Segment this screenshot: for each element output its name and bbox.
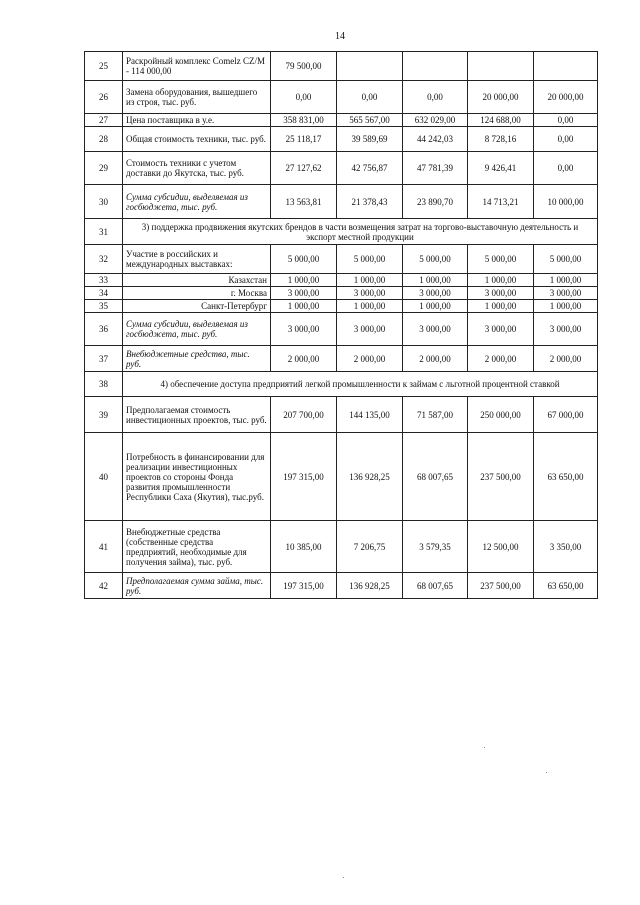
value-cell: 1 000,00 xyxy=(534,300,598,313)
value-cell: 71 587,00 xyxy=(403,397,468,433)
value-cell: 23 890,70 xyxy=(403,185,468,219)
row-label: Замена оборудования, вышедшего из строя, тыс. руб. xyxy=(123,81,271,114)
table-row xyxy=(85,287,598,300)
value-cell: 136 928,25 xyxy=(337,433,403,521)
table-row xyxy=(85,433,598,521)
value-cell: 5 000,00 xyxy=(468,245,534,274)
table-row xyxy=(85,152,598,185)
row-label: г. Москва xyxy=(123,287,271,300)
page-number: 14 xyxy=(335,31,345,42)
value-cell: 1 000,00 xyxy=(468,274,534,287)
value-cell: 3 579,35 xyxy=(403,521,468,573)
value-cell: 124 688,00 xyxy=(468,114,534,127)
value-cell: 3 000,00 xyxy=(403,313,468,346)
value-cell: 10 385,00 xyxy=(271,521,337,573)
value-cell: 68 007,65 xyxy=(403,433,468,521)
table-row xyxy=(85,313,598,346)
row-number: 31 xyxy=(85,219,123,245)
value-cell: 9 426,41 xyxy=(468,152,534,185)
row-label: Потребность в финансировании для реализации инвестиционных проектов со стороны Фонда развития промышленности Республики Саха (Якутия), тыс.руб. xyxy=(123,433,271,521)
table-row xyxy=(85,81,598,114)
value-cell: 68 007,65 xyxy=(403,573,468,599)
value-cell: 1 000,00 xyxy=(534,274,598,287)
row-label: Стоимость техники с учетом доставки до Якутска, тыс. руб. xyxy=(123,152,271,185)
value-cell: 20 000,00 xyxy=(534,81,598,114)
row-number: 28 xyxy=(85,127,123,152)
table-row xyxy=(85,346,598,372)
value-cell: 2 000,00 xyxy=(534,346,598,372)
value-cell: 3 000,00 xyxy=(403,287,468,300)
row-number: 42 xyxy=(85,573,123,599)
row-label: Санкт-Петербург xyxy=(123,300,271,313)
value-cell: 0,00 xyxy=(534,127,598,152)
scan-speck xyxy=(546,772,547,773)
value-cell: 250 000,00 xyxy=(468,397,534,433)
value-cell: 0,00 xyxy=(337,81,403,114)
value-cell: 25 118,17 xyxy=(271,127,337,152)
value-cell: 47 781,39 xyxy=(403,152,468,185)
row-number: 41 xyxy=(85,521,123,573)
value-cell: 14 713,21 xyxy=(468,185,534,219)
value-cell: 237 500,00 xyxy=(468,573,534,599)
row-label: Сумма субсидии, выделяемая из госбюджета, тыс. руб. xyxy=(123,185,271,219)
value-cell: 20 000,00 xyxy=(468,81,534,114)
value-cell: 7 206,75 xyxy=(337,521,403,573)
value-cell: 12 500,00 xyxy=(468,521,534,573)
row-label: Предполагаемая стоимость инвестиционных проектов, тыс. руб. xyxy=(123,397,271,433)
data-table xyxy=(84,51,598,599)
row-label: Внебюджетные средства, тыс. руб. xyxy=(123,346,271,372)
value-cell: 3 000,00 xyxy=(337,313,403,346)
row-label: Раскройный комплекс Comelz CZ/M - 114 000,00 xyxy=(123,52,271,81)
value-cell: 3 350,00 xyxy=(534,521,598,573)
row-number: 40 xyxy=(85,433,123,521)
value-cell: 8 728,16 xyxy=(468,127,534,152)
value-cell: 144 135,00 xyxy=(337,397,403,433)
value-cell xyxy=(337,52,403,81)
table-row xyxy=(85,52,598,81)
scan-speck xyxy=(484,747,485,748)
value-cell: 5 000,00 xyxy=(534,245,598,274)
row-label: Участие в российских и международных выставках: xyxy=(123,245,271,274)
value-cell: 1 000,00 xyxy=(271,274,337,287)
table-row xyxy=(85,300,598,313)
table-row xyxy=(85,185,598,219)
value-cell xyxy=(403,52,468,81)
row-number: 37 xyxy=(85,346,123,372)
section-heading: 4) обеспечение доступа предприятий легкой промышленности к займам с льготной процентной ставкой xyxy=(123,372,598,397)
table-row xyxy=(85,274,598,287)
value-cell xyxy=(534,52,598,81)
value-cell: 1 000,00 xyxy=(337,300,403,313)
value-cell: 5 000,00 xyxy=(403,245,468,274)
value-cell: 79 500,00 xyxy=(271,52,337,81)
value-cell: 13 563,81 xyxy=(271,185,337,219)
row-label: Предполагаемая сумма займа, тыс. руб. xyxy=(123,573,271,599)
value-cell: 565 567,00 xyxy=(337,114,403,127)
value-cell: 1 000,00 xyxy=(468,300,534,313)
value-cell: 2 000,00 xyxy=(468,346,534,372)
value-cell: 63 650,00 xyxy=(534,573,598,599)
value-cell: 358 831,00 xyxy=(271,114,337,127)
value-cell: 3 000,00 xyxy=(337,287,403,300)
row-number: 25 xyxy=(85,52,123,81)
section-row xyxy=(85,219,598,245)
table-row xyxy=(85,397,598,433)
value-cell: 3 000,00 xyxy=(534,313,598,346)
row-label: Сумма субсидии, выделяемая из госбюджета, тыс. руб. xyxy=(123,313,271,346)
section-row xyxy=(85,372,598,397)
value-cell: 21 378,43 xyxy=(337,185,403,219)
value-cell: 10 000,00 xyxy=(534,185,598,219)
row-label: Цена поставщика в у.е. xyxy=(123,114,271,127)
value-cell: 632 029,00 xyxy=(403,114,468,127)
row-number: 27 xyxy=(85,114,123,127)
row-number: 29 xyxy=(85,152,123,185)
value-cell: 197 315,00 xyxy=(271,433,337,521)
row-number: 26 xyxy=(85,81,123,114)
value-cell: 63 650,00 xyxy=(534,433,598,521)
row-number: 32 xyxy=(85,245,123,274)
value-cell: 5 000,00 xyxy=(337,245,403,274)
value-cell: 42 756,87 xyxy=(337,152,403,185)
value-cell: 0,00 xyxy=(534,152,598,185)
value-cell: 0,00 xyxy=(271,81,337,114)
row-number: 35 xyxy=(85,300,123,313)
table-row xyxy=(85,573,598,599)
value-cell: 39 589,69 xyxy=(337,127,403,152)
table-row xyxy=(85,127,598,152)
value-cell: 237 500,00 xyxy=(468,433,534,521)
value-cell: 27 127,62 xyxy=(271,152,337,185)
value-cell: 1 000,00 xyxy=(337,274,403,287)
row-label: Казахстан xyxy=(123,274,271,287)
row-number: 39 xyxy=(85,397,123,433)
value-cell xyxy=(468,52,534,81)
table-body xyxy=(85,52,598,599)
row-label: Общая стоимость техники, тыс. руб. xyxy=(123,127,271,152)
value-cell: 1 000,00 xyxy=(403,274,468,287)
table-row xyxy=(85,245,598,274)
value-cell: 0,00 xyxy=(403,81,468,114)
row-number: 33 xyxy=(85,274,123,287)
row-number: 30 xyxy=(85,185,123,219)
value-cell: 1 000,00 xyxy=(271,300,337,313)
table-row xyxy=(85,114,598,127)
value-cell: 44 242,03 xyxy=(403,127,468,152)
section-heading: 3) поддержка продвижения якутских брендов в части возмещения затрат на торгово-выставочную деятельность и экспорт местной продукции xyxy=(123,219,598,245)
value-cell: 5 000,00 xyxy=(271,245,337,274)
value-cell: 67 000,00 xyxy=(534,397,598,433)
table-row xyxy=(85,521,598,573)
value-cell: 3 000,00 xyxy=(468,287,534,300)
value-cell: 3 000,00 xyxy=(271,313,337,346)
value-cell: 197 315,00 xyxy=(271,573,337,599)
value-cell: 3 000,00 xyxy=(271,287,337,300)
row-number: 36 xyxy=(85,313,123,346)
value-cell: 1 000,00 xyxy=(403,300,468,313)
value-cell: 136 928,25 xyxy=(337,573,403,599)
row-number: 38 xyxy=(85,372,123,397)
row-label: Внебюджетные средства (собственные средства предприятий, необходимые для получения займа), тыс. руб. xyxy=(123,521,271,573)
value-cell: 3 000,00 xyxy=(468,313,534,346)
value-cell: 2 000,00 xyxy=(271,346,337,372)
value-cell: 2 000,00 xyxy=(403,346,468,372)
value-cell: 2 000,00 xyxy=(337,346,403,372)
value-cell: 207 700,00 xyxy=(271,397,337,433)
scan-speck xyxy=(343,877,344,878)
value-cell: 3 000,00 xyxy=(534,287,598,300)
row-number: 34 xyxy=(85,287,123,300)
value-cell: 0,00 xyxy=(534,114,598,127)
